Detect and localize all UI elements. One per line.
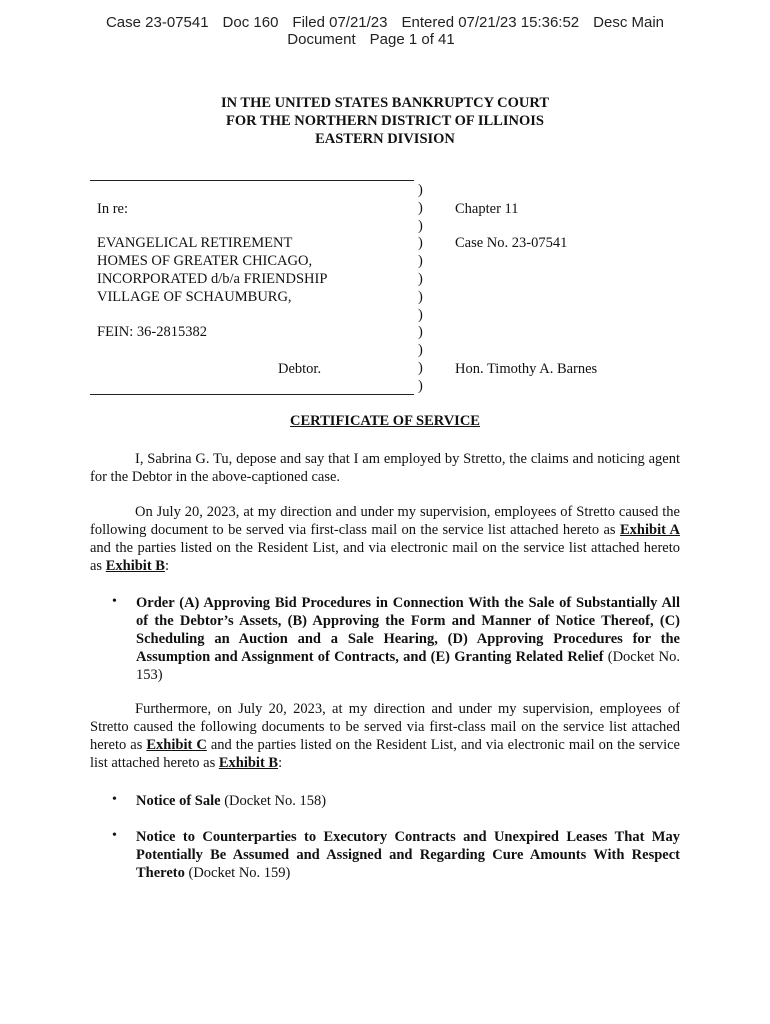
service-text-2a: Furthermore, on July 20, 2023, at my direction and under my supervision, employees of Stretto caused the following documents to be served via first-class mail on the service list attached hereto as xyxy=(90,701,680,753)
debtor-name-line-3: INCORPORATED d/b/a FRIENDSHIP xyxy=(97,271,328,287)
bullet-1-docket: (Docket No. 153) xyxy=(136,649,680,683)
chapter-label: Chapter 11 xyxy=(455,201,519,217)
judge-name: Hon. Timothy A. Barnes xyxy=(455,361,598,377)
bullet-2-text xyxy=(136,792,680,810)
exhibit-b-ref-2: Exhibit B xyxy=(218,755,279,771)
service-text-1b: and the parties listed on the Resident List, and via electronic mail on the service list attached hereto as xyxy=(90,540,680,574)
case-number: Case No. 23-07541 xyxy=(455,235,568,251)
doc-number-stamp: Doc 160 xyxy=(222,14,279,31)
debtor-name-line-1: EVANGELICAL RETIREMENT xyxy=(97,235,293,251)
bullet-2-icon: • xyxy=(112,792,117,807)
exhibit-b-ref-1: Exhibit B xyxy=(105,558,165,574)
bullet-1-title: Order (A) Approving Bid Procedures in Connection With the Sale of Substantially All of the Debtor’s Assets, (B) Approving the Form and Manner of Notice Thereof, (C) Scheduling an Auction and a Sale Hearing, (D) Approving Procedures for the Assumption and Assignment of Contracts, and (E) Granting Related Relief xyxy=(136,595,680,665)
court-line-3: EASTERN DIVISION xyxy=(315,131,455,147)
service-text-2b: and the parties listed on the Resident List, and via electronic mail on the service list attached hereto as xyxy=(90,737,680,771)
bullet-2-docket: (Docket No. 158) xyxy=(220,793,327,809)
debtor-name-line-2: HOMES OF GREATER CHICAGO, xyxy=(97,253,313,269)
service-paragraph-2 xyxy=(90,700,680,772)
bullet-3-docket: (Docket No. 159) xyxy=(184,865,291,881)
document-title: CERTIFICATE OF SERVICE xyxy=(290,413,480,429)
page-stamp: Page 1 of 41 xyxy=(369,31,455,48)
exhibit-c-ref: Exhibit C xyxy=(146,737,207,753)
debtor-label: Debtor. xyxy=(278,361,322,377)
fein-number: FEIN: 36-2815382 xyxy=(97,324,207,340)
ecf-header-line-2 xyxy=(0,31,770,48)
document-stamp: Document xyxy=(287,31,356,48)
desc-stamp: Desc Main xyxy=(593,14,665,31)
service-text-1c: : xyxy=(164,558,169,574)
bullet-3-title: Notice to Counterparties to Executory Contracts and Unexpired Leases That May Potentially Be Assumed and Assigned and Regarding Cure Amounts With Respect Thereto xyxy=(136,829,680,881)
ecf-header xyxy=(0,14,770,48)
caption-parentheses: ) ) ) ) ) ) ) ) ) ) ) ) xyxy=(418,182,423,394)
caption-top-rule xyxy=(90,180,414,181)
service-text-2c: : xyxy=(278,755,283,771)
bullet-3-text xyxy=(136,828,680,882)
service-paragraph-1 xyxy=(90,503,680,575)
bullet-3-icon: • xyxy=(112,828,117,843)
ecf-header-line-1 xyxy=(0,14,770,31)
in-re-label: In re: xyxy=(97,201,128,217)
court-line-1: IN THE UNITED STATES BANKRUPTCY COURT xyxy=(220,95,550,111)
bullet-1-text xyxy=(136,594,680,684)
declarant-text: I, Sabrina G. Tu, depose and say that I am employed by Stretto, the claims and noticing agent for the Debtor in the above-captioned case. xyxy=(90,451,680,485)
bullet-2-title: Notice of Sale xyxy=(136,793,221,809)
caption-bottom-rule xyxy=(90,394,414,395)
court-heading xyxy=(0,94,770,148)
case-number-stamp: Case 23-07541 xyxy=(105,14,209,31)
declarant-paragraph xyxy=(90,450,680,486)
entered-date-stamp: Entered 07/21/23 15:36:52 xyxy=(401,14,580,31)
bullet-1-icon: • xyxy=(112,594,117,609)
debtor-name-line-4: VILLAGE OF SCHAUMBURG, xyxy=(97,289,292,305)
court-line-2: FOR THE NORTHERN DISTRICT OF ILLINOIS xyxy=(226,113,544,129)
filed-date-stamp: Filed 07/21/23 xyxy=(292,14,388,31)
exhibit-a-ref: Exhibit A xyxy=(619,522,681,538)
service-text-1a: On July 20, 2023, at my direction and under my supervision, employees of Stretto caused the following document to be served via first-class mail on the service list attached hereto as xyxy=(90,504,680,538)
